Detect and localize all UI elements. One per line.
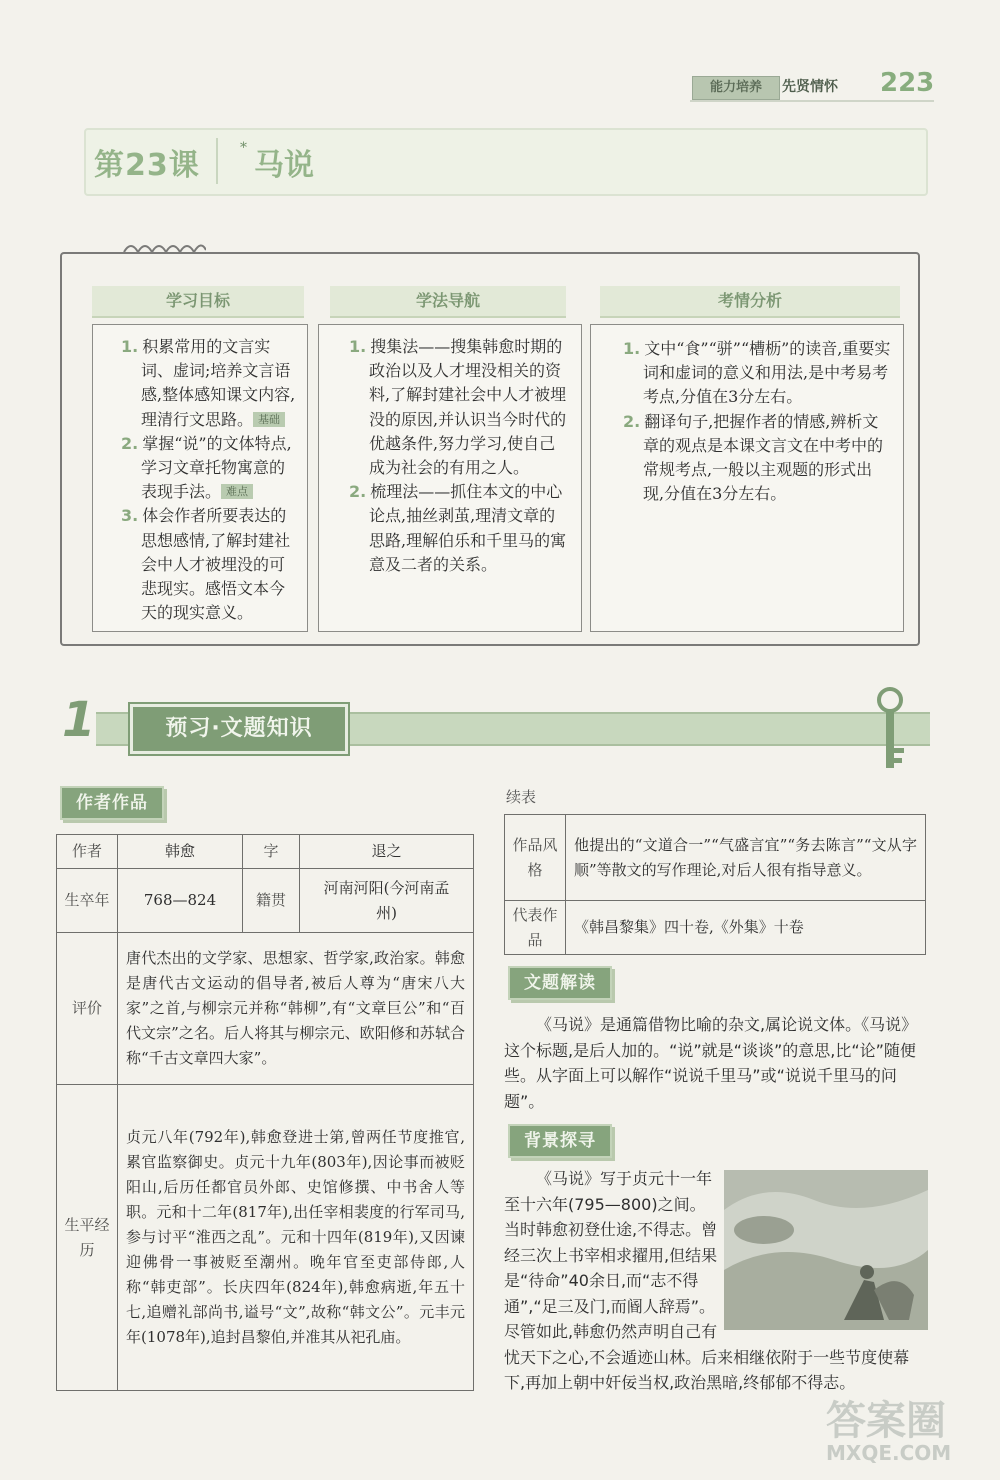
evaluation-text: 唐代杰出的文学家、思想家、哲学家,政治家。韩愈是唐代古文运动的倡导者,被后人尊为“唐宋八大家”之首,与柳宗元并称“韩柳”,有“文章巨公”和“百代文宗”之名。后人将其与柳宗元、欧阳修和苏轼合称“千古文章四大家”。 — [118, 933, 474, 1085]
image-float-spacer — [718, 1166, 926, 1330]
table-caption: 续表 — [506, 788, 537, 806]
key-point-tag: 基础 — [253, 412, 285, 427]
header-rule — [690, 100, 934, 102]
table-label: 评价 — [57, 933, 118, 1085]
method-item: 1. 搜集法——搜集韩愈时期的政治以及人才埋没相关的资料,了解封建社会中人才被埋没的原因,并认识当今时代的优越条件,努力学习,使自己成为社会的有用之人。 — [349, 337, 567, 478]
background-text-block — [504, 1166, 926, 1396]
book-section-tag: 能力培养 — [692, 76, 780, 100]
background-tag: 背景探寻 — [508, 1124, 612, 1158]
exam-item: 2. 翻译句子,把握作者的情感,辨析文章的观点是本课文言文在中考中的常规考点,一般以主观题的形式出现,分值在3分左右。 — [623, 411, 884, 504]
section-title: 预习·文题知识 — [130, 704, 348, 754]
page-number: 223 — [880, 68, 935, 98]
methods-heading: 学法导航 — [330, 286, 566, 318]
table-row — [57, 933, 474, 1085]
table-value: 768—824 — [118, 869, 243, 933]
table-value: 韩愈 — [118, 835, 243, 869]
table-label: 字 — [243, 835, 300, 869]
exam-analysis-column — [590, 324, 904, 632]
table-label: 作品风格 — [505, 815, 566, 901]
table-row — [57, 1085, 474, 1391]
key-icon — [866, 686, 916, 776]
lesson-star-mark: * — [240, 140, 247, 156]
method-item: 2. 梳理法——抓住本文的中心论点,抽丝剥茧,理清文章的思路,理解伯乐和千里马的寓意及二者的关系。 — [349, 482, 567, 574]
table-value: 退之 — [300, 835, 474, 869]
difficulty-tag: 难点 — [221, 484, 253, 499]
author-works-tag: 作者作品 — [60, 786, 164, 820]
exam-analysis-heading: 考情分析 — [600, 286, 900, 318]
lesson-title: 马说 — [254, 148, 314, 183]
objectives-heading: 学习目标 — [92, 286, 304, 318]
table-label: 生卒年 — [57, 869, 118, 933]
book-unit-title: 先贤情怀 — [782, 79, 838, 95]
style-text: 他提出的“文道合一”“气盛言宜”“务去陈言”“文从字顺”等散文的写作理论,对后人很有指导意义。 — [566, 815, 926, 901]
table-row — [57, 835, 474, 869]
background-text: 《马说》写于贞元十一年至十六年(795—800)之间。当时韩愈初登仕途,不得志。曾经三次上书宰相求擢用,但结果是“待命”40余日,而“志不得通”,“足三及门,而阍人辞焉”。尽管如此,韩愈仍然声明自己有忧天下之心,不会遁迹山林。后来相继依附于一些节度使幕下,再加上朝中奸佞当权,政治黑暗,终郁郁不得志。 — [504, 1169, 910, 1392]
lesson-number: 第23课 — [94, 148, 200, 183]
continued-table — [504, 814, 926, 955]
table-value: 河南河阳(今河南孟州) — [300, 869, 474, 933]
table-label: 代表作品 — [505, 901, 566, 955]
watermark: 答案圈 MXQE.COM — [826, 1398, 952, 1465]
works-text: 《韩昌黎集》四十卷,《外集》十卷 — [566, 901, 926, 955]
objective-item: 2. 掌握“说”的文体特点,学习文章托物寓意的表现手法。 难点 — [121, 433, 292, 502]
methods-column — [318, 324, 582, 632]
table-row — [505, 901, 926, 955]
table-row — [505, 815, 926, 901]
table-row — [57, 869, 474, 933]
lesson-title-box — [84, 128, 928, 196]
exam-item: 1. 文中“食”“骈”“槽枥”的读音,重要实词和虚词的意义和用法,是中考易考考点,分值在3分左右。 — [623, 339, 891, 407]
table-label: 生平经历 — [57, 1085, 118, 1391]
objective-item: 3. 体会作者所要表达的思想感情,了解封建社会中人才被埋没的可悲现实。感悟文本今天的现实意义。 — [121, 506, 291, 623]
table-label: 作者 — [57, 835, 118, 869]
wavy-decoration-icon — [122, 238, 206, 258]
title-divider — [216, 138, 218, 184]
table-label: 籍贯 — [243, 869, 300, 933]
objective-item: 1. 积累常用的文言实词、虚词;培养文言语感,整体感知课文内容,理清行文思路。 基础 — [121, 337, 296, 429]
objectives-column — [92, 324, 308, 632]
title-reading-tag: 文题解读 — [508, 966, 612, 1000]
section-number: 1 — [62, 692, 96, 748]
title-reading-text: 《马说》是通篇借物比喻的杂文,属论说文体。《马说》这个标题,是后人加的。“说”就是“谈谈”的意思,比“论”随便些。从字面上可以解作“说说千里马”或“说说千里马的问题”。 — [504, 1015, 918, 1111]
biography-text: 贞元八年(792年),韩愈登进士第,曾两任节度推官,累官监察御史。贞元十九年(803年),因论事而被贬阳山,后历任都官员外郎、史馆修撰、中书舍人等职。元和十二年(817年),出任宰相裴度的行军司马,参与讨平“淮西之乱”。元和十四年(819年),又因谏迎佛骨一事被贬至潮州。晚年官至吏部侍郎,人称“韩吏部”。长庆四年(824年),韩愈病逝,年五十七,追赠礼部尚书,谥号“文”,故称“韩文公”。元丰元年(1078年),追封昌黎伯,并准其从祀孔庙。 — [118, 1085, 474, 1391]
author-table — [56, 834, 474, 1391]
